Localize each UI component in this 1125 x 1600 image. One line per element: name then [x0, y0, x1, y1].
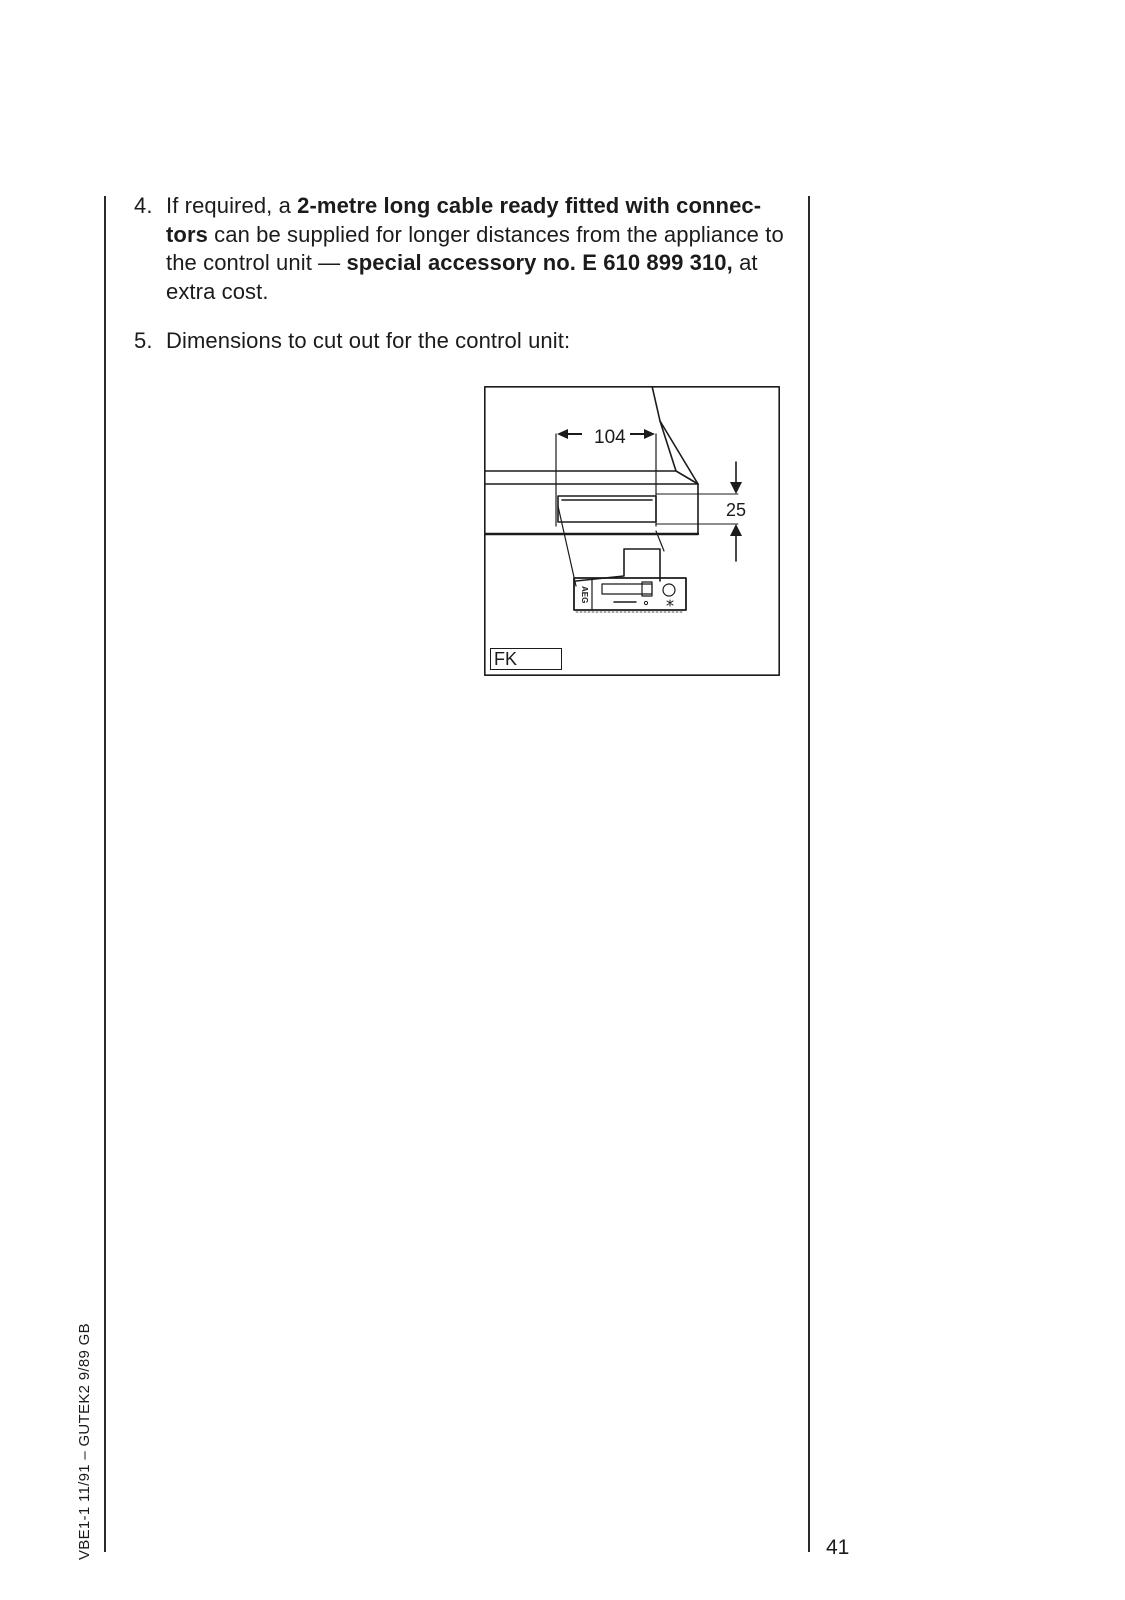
item-text: Dimensions to cut out for the control unit:: [166, 328, 571, 353]
height-dimension-label: 25: [726, 500, 747, 520]
guide-line-left: [558, 506, 576, 586]
height-arrowhead-bottom: [730, 524, 742, 536]
control-unit-brand-label: AEG: [580, 586, 589, 604]
control-unit-dial: [663, 584, 675, 596]
cabinet-slope-inner: [660, 421, 698, 484]
instruction-item-4: [134, 192, 794, 306]
item-text-segment: If required, a: [166, 193, 298, 218]
cabinet-slope-line: [652, 386, 698, 484]
control-unit-bracket: [576, 549, 660, 581]
right-margin-rule: [808, 196, 810, 1552]
width-arrowhead-right: [644, 429, 655, 439]
width-line-right: [630, 433, 644, 435]
document-reference-code: VBE1-1 11/91 – GUTEK2 9/89 GB: [76, 1323, 93, 1560]
item-number: 5.: [134, 328, 153, 353]
control-unit-sun-symbol: [667, 600, 673, 606]
cutout-diagram: [484, 386, 780, 676]
width-dimension-label: 104: [594, 427, 626, 448]
item-text-segment: at extra cost.: [166, 250, 758, 304]
figure-code-label: FK: [490, 648, 562, 670]
item-text: [166, 192, 794, 306]
item-number: 4.: [134, 193, 153, 218]
instruction-item-5: [134, 327, 794, 356]
width-line-left: [568, 433, 582, 435]
accessory-number-bold: special accessory no. E 610 899 310,: [346, 250, 733, 275]
left-margin-rule: [104, 196, 106, 1552]
page-number: 41: [826, 1536, 850, 1559]
width-arrowhead-left: [557, 429, 568, 439]
cutout-diagram-drawing: [484, 386, 780, 676]
item-text-segment: can be supplied for longer distances from the appliance to the control unit —: [166, 221, 784, 275]
control-unit-slider: [602, 584, 652, 594]
instruction-list: [134, 192, 794, 356]
cable-accessory-bold: 2-metre long cable ready fitted with connec- tors: [166, 193, 762, 247]
control-unit-indicator: [644, 601, 647, 604]
height-arrowhead-top: [730, 482, 742, 494]
